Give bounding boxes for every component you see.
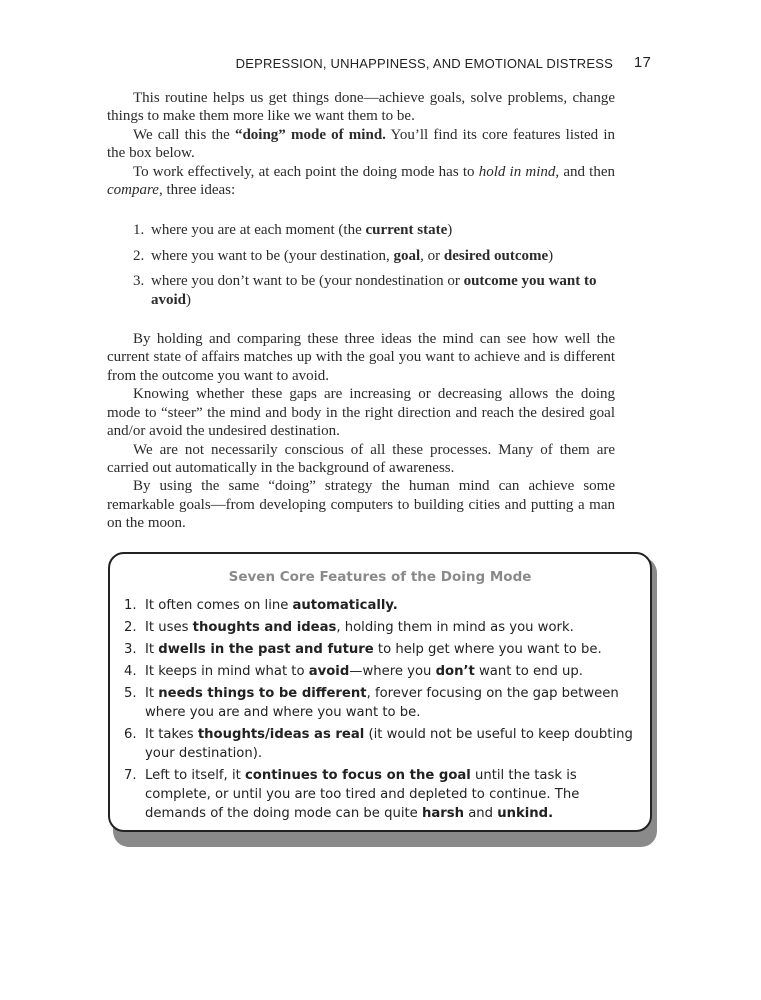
feature-text: Left to itself, it xyxy=(145,768,245,783)
list-number: 4. xyxy=(124,664,137,679)
paragraph-6: We are not necessarily conscious of all these processes. Many of them are carried out automatically in the background of awareness. xyxy=(107,441,615,476)
ideas-list xyxy=(107,221,615,309)
list-number: 5. xyxy=(124,686,137,701)
feature-text: , holding them in mind as you work. xyxy=(336,620,574,635)
idea-term: outcome you want to avoid xyxy=(151,273,597,308)
idea-text: where you don’t want to be (your nondestination or xyxy=(151,273,464,290)
idea-text: where you want to be (your destination, xyxy=(151,247,394,264)
box-title: Seven Core Features of the Doing Mode xyxy=(228,569,532,585)
feature-term: dwells in the past and future xyxy=(158,642,374,657)
feature-term: unkind. xyxy=(497,806,554,821)
idea-text: ) xyxy=(186,291,192,308)
list-item xyxy=(124,766,640,823)
list-number: 3. xyxy=(133,273,145,290)
feature-term: harsh xyxy=(421,806,465,821)
list-item xyxy=(124,662,640,681)
list-item xyxy=(124,684,640,722)
feature-term: needs things to be different xyxy=(158,686,367,701)
idea-text: where you are at each moment (the xyxy=(151,222,366,239)
feature-text: It keeps in mind what to xyxy=(145,664,309,679)
idea-term: goal xyxy=(393,247,421,264)
body-text xyxy=(107,89,615,533)
running-head xyxy=(0,53,761,73)
p2-text-b: You’ll find its core features listed in the box below. xyxy=(107,126,615,162)
feature-text: It uses xyxy=(145,620,193,635)
feature-text: (it would not be useful to keep doubting your destination). xyxy=(145,727,633,761)
paragraph-2 xyxy=(107,126,615,163)
paragraph-3 xyxy=(107,163,615,200)
feature-text: want to end up. xyxy=(474,664,583,679)
feature-list xyxy=(124,596,640,826)
doing-mode-term: “doing” mode of mind. xyxy=(234,126,386,143)
list-item xyxy=(133,272,615,309)
list-number: 1. xyxy=(133,222,145,239)
list-number: 3. xyxy=(124,642,137,657)
list-item xyxy=(133,247,615,265)
p3-text-a: To work effectively, at each point the doing mode has to xyxy=(133,163,479,180)
feature-text: It xyxy=(145,686,159,701)
list-number: 2. xyxy=(133,247,145,264)
paragraph-1: This routine helps us get things done—achieve goals, solve problems, change things to make them more like we want them to be. xyxy=(107,90,615,125)
idea-term: desired outcome xyxy=(443,247,549,264)
p3-text-b: , and then xyxy=(555,163,616,180)
feature-term: continues to focus on the goal xyxy=(244,768,471,783)
feature-text: It xyxy=(145,642,159,657)
p2-text-a: We call this the xyxy=(133,126,235,143)
idea-text: ) xyxy=(548,247,554,264)
paragraph-4: By holding and comparing these three ideas the mind can see how well the current state of affairs matches up with the goal you want to achieve and is different from the outcome you want to avoid. xyxy=(107,331,615,384)
idea-text: , or xyxy=(420,247,444,264)
list-number: 6. xyxy=(124,727,137,742)
list-item xyxy=(124,725,640,763)
feature-term: don’t xyxy=(435,664,475,679)
feature-text: and xyxy=(464,806,498,821)
feature-text: , forever focusing on the gap between where you are and where you want to be. xyxy=(145,686,619,720)
feature-term: avoid xyxy=(308,664,350,679)
list-number: 1. xyxy=(124,598,137,613)
feature-text: It often comes on line xyxy=(145,598,293,613)
feature-term: thoughts and ideas xyxy=(192,620,337,635)
feature-text: It takes xyxy=(145,727,198,742)
list-item xyxy=(124,618,640,637)
list-item xyxy=(133,221,615,239)
page-number: 17 xyxy=(633,54,651,71)
list-number: 2. xyxy=(124,620,137,635)
feature-text: —where you xyxy=(349,664,436,679)
list-item xyxy=(124,640,640,659)
feature-term: automatically. xyxy=(292,598,398,613)
feature-box xyxy=(108,552,652,832)
paragraph-5: Knowing whether these gaps are increasing or decreasing allows the doing mode to “steer” the mind and body in the right direction and reach the desired goal and/or avoid the undesired destination. xyxy=(107,386,615,440)
list-number: 7. xyxy=(124,768,137,783)
feature-text: to help get where you want to be. xyxy=(373,642,602,657)
paragraph-7: By using the same “doing” strategy the human mind can achieve some remarkable goals—from developing computers to building cities and putting a man on the moon. xyxy=(107,478,615,532)
idea-term: current state xyxy=(365,222,448,239)
idea-text: ) xyxy=(447,222,453,239)
p3-text-c: , three ideas: xyxy=(158,182,236,199)
compare-term: compare xyxy=(107,182,159,199)
feature-term: thoughts/ideas as real xyxy=(197,727,365,742)
list-item xyxy=(124,596,640,615)
hold-in-mind-term: hold in mind xyxy=(478,163,556,180)
running-title: DEPRESSION, UNHAPPINESS, AND EMOTIONAL DISTRESS xyxy=(235,56,613,71)
feature-text: until the task is complete, or until you are too tired and depleted to continue. The demands of the doing mode can be quite xyxy=(145,768,580,821)
